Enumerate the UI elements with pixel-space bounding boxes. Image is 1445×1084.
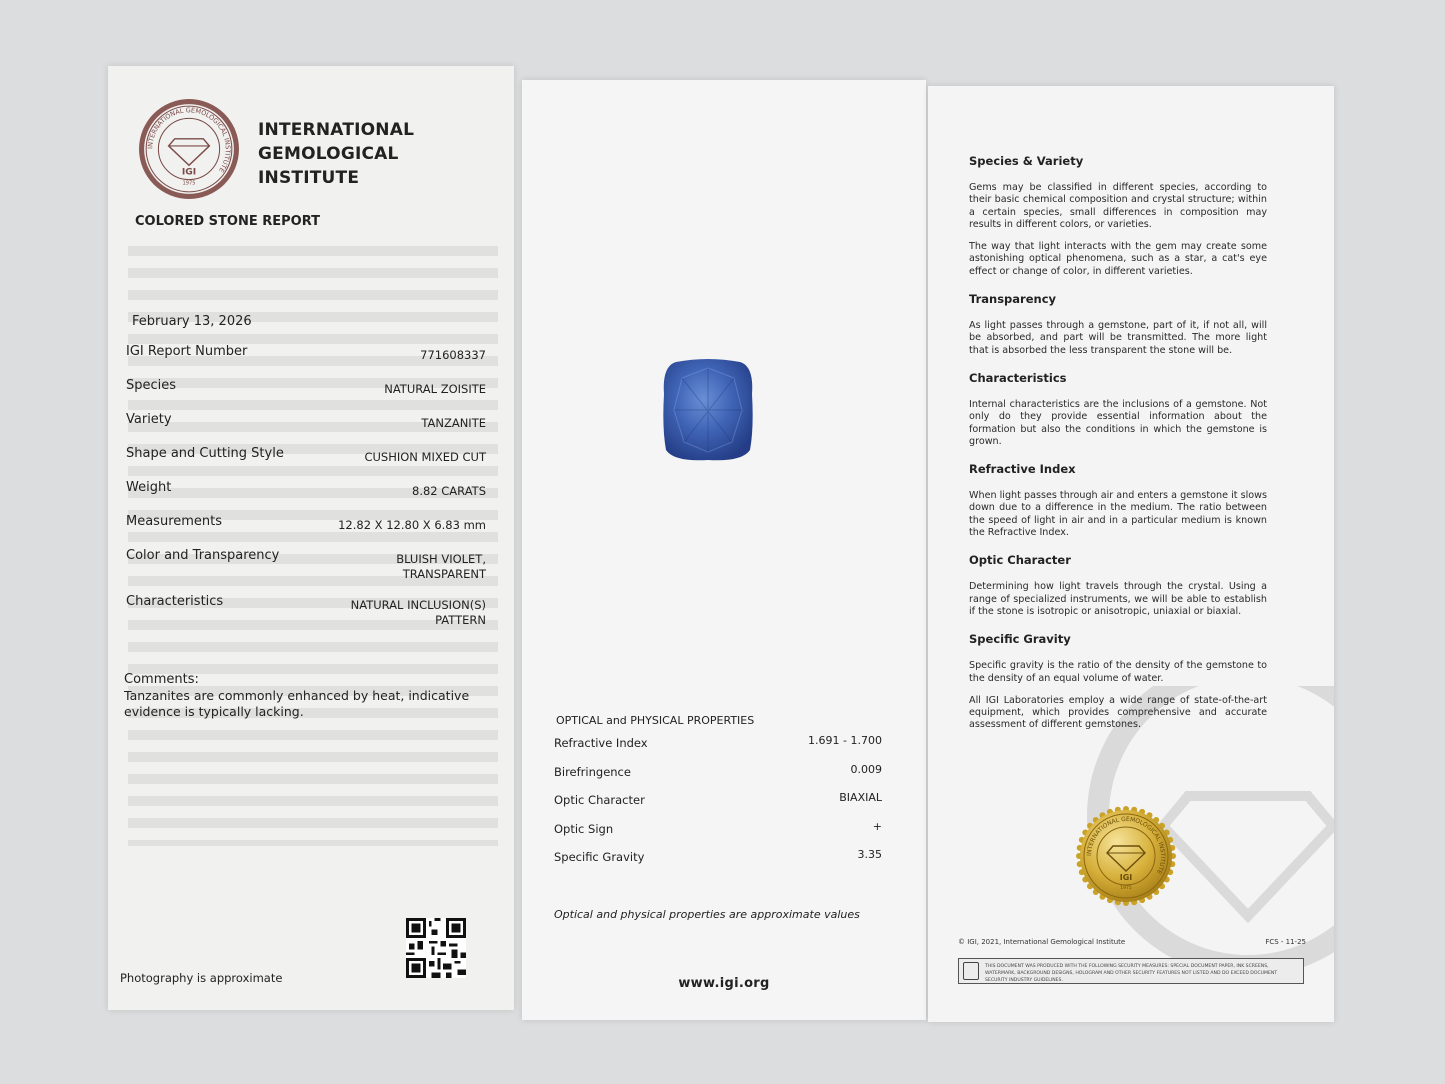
field-label: Species bbox=[126, 378, 177, 393]
website-link[interactable]: www.igi.org bbox=[678, 976, 770, 991]
property-row bbox=[554, 850, 882, 879]
info-section bbox=[969, 154, 1267, 278]
gold-seal-mark: IGI bbox=[1119, 873, 1133, 882]
properties-title: OPTICAL and PHYSICAL PROPERTIES bbox=[556, 714, 755, 727]
section-paragraph: When light passes through air and enters a gemstone it slows down due to a difference in the medium. The ratio between the speed of light in air and in a particular medium is known the Refractive Index. bbox=[969, 490, 1267, 539]
field-label: Measurements bbox=[126, 514, 223, 529]
field-label: IGI Report Number bbox=[126, 344, 248, 359]
field-label: Variety bbox=[126, 412, 172, 427]
field-label: Shape and Cutting Style bbox=[126, 446, 284, 461]
info-section bbox=[969, 371, 1267, 448]
gold-seal-year: 1975 bbox=[1120, 886, 1132, 891]
section-paragraph: The way that light interacts with the gem may create some astonishing optical phenomena, such as a star, a cat's eye effect or change of color, in different varieties. bbox=[969, 241, 1267, 277]
org-line-1: INTERNATIONAL bbox=[258, 120, 415, 140]
org-line-2: GEMOLOGICAL bbox=[258, 144, 399, 164]
property-row bbox=[554, 793, 882, 822]
field-value-line-2: PATTERN bbox=[435, 613, 486, 627]
field-value bbox=[396, 552, 486, 582]
field-row bbox=[126, 446, 486, 480]
field-row bbox=[126, 480, 486, 514]
seal-mark-text: IGI bbox=[181, 166, 197, 178]
section-heading: Species & Variety bbox=[969, 154, 1084, 168]
section-heading: Transparency bbox=[969, 292, 1057, 307]
property-label: Specific Gravity bbox=[554, 850, 645, 864]
field-row bbox=[126, 594, 486, 640]
photography-note: Photography is approximate bbox=[120, 971, 283, 985]
field-value: 8.82 CARATS bbox=[412, 484, 486, 498]
igi-seal-logo bbox=[138, 98, 240, 200]
field-row bbox=[126, 378, 486, 412]
properties-note: Optical and physical properties are approximate values bbox=[554, 908, 860, 921]
copyright-text: © IGI, 2021, International Gemological Institute bbox=[958, 938, 1126, 946]
gemstone-photo bbox=[662, 358, 754, 464]
properties-table bbox=[554, 736, 882, 879]
security-features-text: THIS DOCUMENT WAS PRODUCED WITH THE FOLLOWING SECURITY MEASURES: SPECIAL DOCUMENT PAPER, INK SCREENS, WATERMARK, BACKGROUND DESIGNS, HOLOGRAM AND OTHER SECURITY FEATURES NOT LISTED AND DO EXCEED DOCUMENT SECURITY INDUSTRY GUIDELINES. bbox=[985, 964, 1278, 983]
report-title: COLORED STONE REPORT bbox=[135, 214, 321, 229]
info-section bbox=[969, 462, 1267, 539]
section-paragraph: All IGI Laboratories employ a wide range of state-of-the-art equipment, which provides comprehensive and accurate assessment of different gemstones. bbox=[969, 694, 1267, 731]
seal-year-text: 1975 bbox=[182, 180, 196, 187]
gold-seal-ring-text: INTERNATIONAL GEMOLOGICAL INSTITUTE bbox=[1085, 815, 1167, 876]
info-sections bbox=[969, 154, 1267, 746]
field-label: Weight bbox=[126, 480, 172, 495]
field-value: CUSHION MIXED CUT bbox=[364, 450, 486, 464]
report-date: February 13, 2026 bbox=[132, 314, 252, 329]
property-label: Refractive Index bbox=[554, 736, 648, 750]
field-label: Color and Transparency bbox=[126, 548, 280, 563]
property-label: Optic Sign bbox=[554, 821, 614, 836]
property-value: 3.35 bbox=[857, 848, 882, 861]
comments-heading: Comments: bbox=[124, 672, 199, 687]
property-label: Birefringence bbox=[554, 764, 631, 779]
field-row bbox=[126, 548, 486, 594]
property-value: + bbox=[872, 819, 882, 833]
org-line-3: INSTITUTE bbox=[258, 168, 360, 188]
organization-name bbox=[258, 118, 414, 190]
report-left-panel bbox=[108, 66, 514, 1010]
field-label: Characteristics bbox=[126, 594, 224, 609]
field-value-line-2: TRANSPARENT bbox=[402, 567, 486, 581]
section-paragraph: As light passes through a gemstone, part of it, if not all, will be absorbed, and part will be transmitted. The more light that is absorbed the less transparent the stone will be. bbox=[969, 320, 1267, 356]
field-value: NATURAL ZOISITE bbox=[384, 382, 486, 396]
section-heading: Optic Character bbox=[969, 553, 1071, 568]
report-middle-panel bbox=[522, 80, 926, 1020]
section-paragraph: Gems may be classified in different species, according to their basic chemical composition and crystal structure; within a certain species, small differences in composition may results in different colors, or varieties. bbox=[969, 182, 1267, 230]
field-value: 12.82 X 12.80 X 6.83 mm bbox=[338, 518, 486, 532]
property-row bbox=[554, 819, 882, 851]
field-value: 771608337 bbox=[420, 348, 486, 362]
section-paragraph: Determining how light travels through the crystal. Using a range of specialized instruments, we will be able to establish if the stone is isotropic or anisotropic, uniaxial or biaxial. bbox=[969, 581, 1267, 617]
property-value: 1.691 - 1.700 bbox=[808, 734, 882, 747]
property-value: BIAXIAL bbox=[839, 791, 882, 804]
field-value-line-1: BLUISH VIOLET, bbox=[396, 552, 486, 566]
property-label: Optic Character bbox=[554, 793, 645, 807]
info-section bbox=[969, 553, 1267, 618]
field-value bbox=[351, 598, 486, 628]
report-fields bbox=[126, 344, 486, 640]
section-heading: Characteristics bbox=[969, 370, 1067, 385]
seal-ring-text: INTERNATIONAL GEMOLOGICAL INSTITUTE bbox=[146, 106, 232, 174]
security-features-box bbox=[958, 958, 1304, 984]
section-heading: Refractive Index bbox=[969, 462, 1076, 477]
field-value-line-1: NATURAL INCLUSION(S) bbox=[350, 598, 486, 612]
section-paragraph: Internal characteristics are the inclusions of a gemstone. Not only do they provide essential information about the formation but also the conditions in which the gemstone is grown. bbox=[969, 398, 1267, 447]
property-value: 0.009 bbox=[850, 762, 882, 776]
field-row bbox=[126, 514, 486, 548]
comments-text: Tanzanites are commonly enhanced by heat, indicative evidence is typically lacking. bbox=[124, 688, 470, 719]
field-row bbox=[126, 344, 486, 378]
section-heading: Specific Gravity bbox=[969, 632, 1071, 647]
info-section bbox=[969, 632, 1267, 731]
form-code: FCS - 11-25 bbox=[1265, 938, 1306, 946]
property-row bbox=[554, 762, 882, 794]
field-row bbox=[126, 412, 486, 446]
field-value: TANZANITE bbox=[421, 416, 486, 430]
report-right-panel bbox=[928, 86, 1334, 1022]
info-section bbox=[969, 292, 1267, 357]
property-row bbox=[554, 736, 882, 765]
section-paragraph: Specific gravity is the ratio of the density of the gemstone to the density of an equal volume of water. bbox=[969, 660, 1267, 684]
document-lock-icon bbox=[963, 962, 979, 980]
gold-seal-hologram bbox=[1076, 806, 1176, 906]
qr-code-icon[interactable] bbox=[406, 918, 466, 978]
